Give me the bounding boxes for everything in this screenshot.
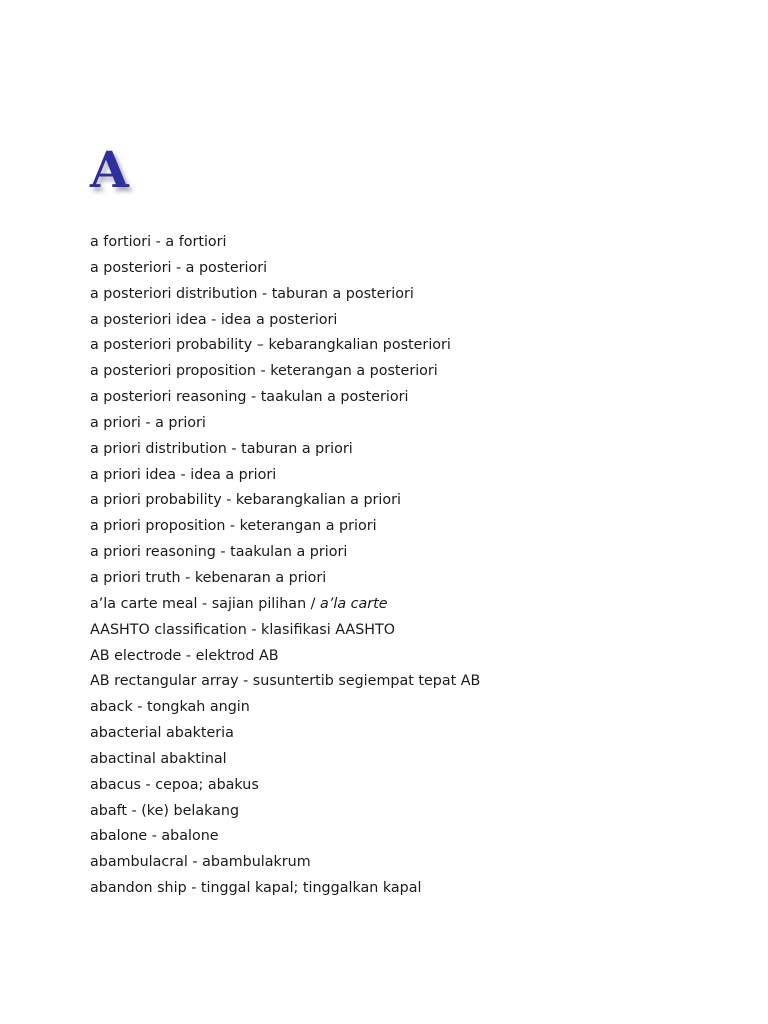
entry-text: abacterial abakteria [90,725,234,742]
entry-text: a priori truth - kebenaran a priori [90,569,327,586]
glossary-entry-list [90,230,730,902]
entry-text: a priori idea - idea a priori [90,466,277,483]
glossary-entry [90,824,730,850]
glossary-entry [90,540,730,566]
glossary-entry [90,333,730,359]
entry-text: a priori probability - kebarangkalian a priori [90,492,402,509]
entry-text: a posteriori proposition - keterangan a posteriori [90,363,438,380]
glossary-entry [90,695,730,721]
glossary-entry [90,669,730,695]
entry-text: a posteriori distribution - taburan a posteriori [90,285,414,302]
glossary-entry [90,850,730,876]
glossary-entry [90,359,730,385]
entry-text: a posteriori - a posteriori [90,259,268,276]
entry-text: a priori - a priori [90,414,206,431]
entry-text: abactinal abaktinal [90,750,227,767]
entry-text: a priori distribution - taburan a priori [90,440,353,457]
entry-text: abaft - (ke) belakang [90,802,240,819]
glossary-entry [90,437,730,463]
entry-text: abacus - cepoa; abakus [90,776,259,793]
glossary-entry [90,463,730,489]
glossary-entry [90,514,730,540]
entry-text: a priori reasoning - taakulan a priori [90,544,348,561]
glossary-entry [90,773,730,799]
glossary-entry [90,411,730,437]
glossary-entry [90,385,730,411]
entry-text: a posteriori probability – kebarangkalian posteriori [90,337,451,354]
entry-text: AB electrode - elektrod AB [90,647,279,664]
entry-text: a posteriori reasoning - taakulan a posteriori [90,389,409,406]
entry-text: AASHTO classification - klasifikasi AASHTO [90,621,396,638]
entry-text: aback - tongkah angin [90,699,250,716]
entry-text: abandon ship - tinggal kapal; tinggalkan kapal [90,880,422,897]
glossary-entry [90,799,730,825]
entry-text: a priori proposition - keterangan a priori [90,518,377,535]
glossary-entry [90,721,730,747]
section-letter-heading: A [90,140,129,199]
glossary-entry [90,308,730,334]
entry-italic-term: a’la carte [320,595,388,612]
glossary-entry [90,747,730,773]
glossary-entry [90,488,730,514]
entry-text: a’la carte meal - sajian pilihan / [90,595,321,612]
glossary-entry [90,618,730,644]
glossary-entry [90,230,730,256]
glossary-entry [90,876,730,902]
entry-text: abambulacral - abambulakrum [90,854,311,871]
glossary-entry [90,592,730,618]
entry-text: a fortiori - a fortiori [90,234,227,250]
entry-text: a posteriori idea - idea a posteriori [90,311,338,328]
glossary-entry [90,282,730,308]
glossary-entry [90,644,730,670]
entry-text: AB rectangular array - susuntertib segiempat tepat AB [90,673,481,690]
entry-text: abalone - abalone [90,828,219,845]
glossary-entry [90,566,730,592]
glossary-entry [90,256,730,282]
